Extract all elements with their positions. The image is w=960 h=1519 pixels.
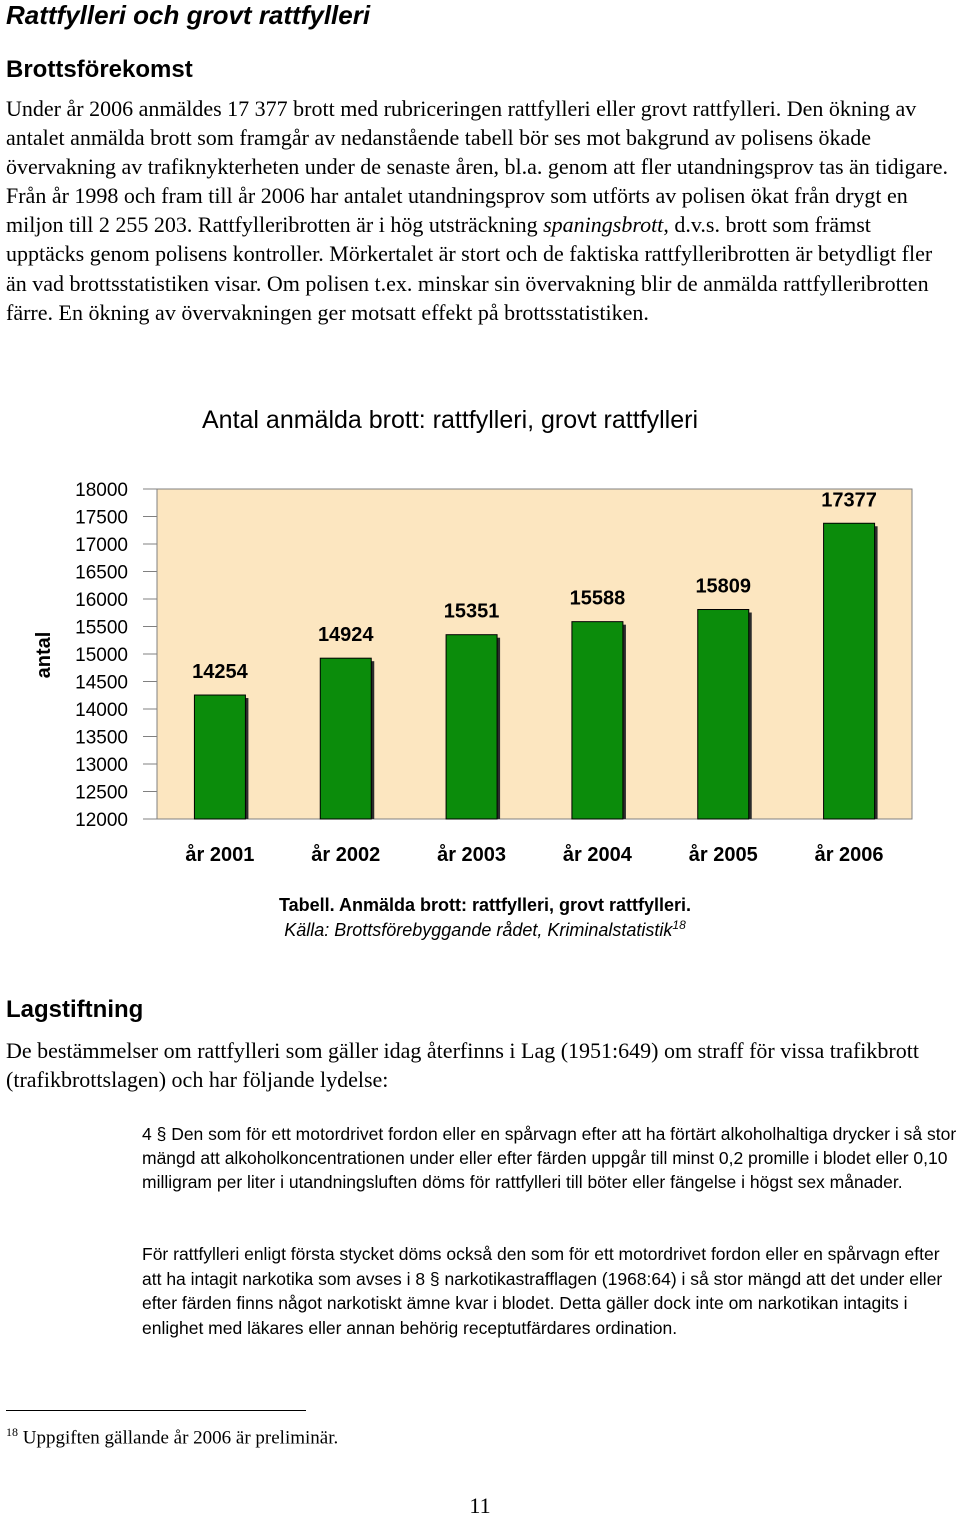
bar-chart [0, 460, 960, 880]
y-axis-label: antal [33, 631, 55, 679]
y-tick-label: 15500 [75, 617, 128, 639]
x-tick-label: år 2004 [562, 844, 632, 866]
bar-value-label: 15351 [443, 600, 500, 623]
x-tick-label: år 2006 [814, 844, 884, 866]
chart-caption: Tabell. Anmälda brott: rattfylleri, grovt rattfylleri. [278, 895, 692, 915]
bar-value-label: 14924 [317, 624, 374, 647]
y-tick-label: 14000 [75, 700, 128, 721]
page-number: 11 [469, 1493, 491, 1518]
y-tick-label: 16500 [75, 562, 128, 584]
y-tick-label: 15000 [75, 645, 128, 666]
section-heading-brottsforekomst: Brottsförekomst [6, 56, 193, 83]
bar [194, 695, 245, 819]
x-tick-label: år 2001 [185, 844, 255, 866]
law-quote-paragraph-2: För rattfylleri enligt första stycket döms också den som för ett motordrivet fordon eller en spårvagn efter att ha intagit narkotika som avses i 8 § narkotikastrafflagen (1968:64) i så stor mängd att det under eller efter färden finns något narkotiskt ämne kvar i blodet. Detta gäller dock inte om narkotikan intagits i enlighet med läkares eller annan behörig receptutfärdares ordination. [142, 1244, 943, 1338]
y-tick-label: 17000 [75, 535, 128, 556]
y-tick-label: 16000 [75, 590, 128, 611]
bar-value-label: 14254 [192, 661, 248, 684]
bar [824, 523, 875, 819]
y-tick-label: 14500 [75, 672, 128, 694]
bar [320, 658, 371, 819]
y-tick-label: 12500 [75, 782, 128, 804]
bar [446, 635, 497, 819]
y-tick-label: 17500 [75, 507, 128, 529]
law-quote-paragraph-1: 4 § Den som för ett motordrivet fordon eller en spårvagn efter att ha förtärt alkoholhaltiga drycker i så stor mängd att alkoholkoncentrationen under eller efter färden uppgår till minst 0,2 promille i blodet eller 0,10 milligram per liter i utandningsluften döms för rattfylleri till böter eller fängelse i högst sex månader. [142, 1124, 957, 1192]
footnote-reference: 18 [672, 918, 686, 932]
chart-title: Antal anmälda brott: rattfylleri, grovt rattfylleri [201, 406, 699, 434]
x-tick-label: år 2005 [688, 844, 758, 866]
x-tick-label: år 2003 [437, 844, 507, 866]
footnote-divider [6, 1410, 306, 1411]
y-tick-label: 13500 [75, 727, 128, 749]
x-tick-label: år 2002 [311, 844, 381, 866]
paragraph-text: Under år 2006 anmäldes 17 377 brott med rubriceringen rattfylleri eller grovt rattfylleri. Den ökning av antalet anmälda brott som framgår av nedanstående tabell bör ses mot bakgrund av polisens ökade övervakning av trafiknykterheten under de senaste åren, bl.a. genom att fler utandningsprov tas än tidigare. Från år 1998 och fram till år 2006 har antalet utandningsprov som utförts av polisen ökat från drygt en miljon till 2 255 203. Rattfylleribrotten är i hög utsträckning [6, 96, 949, 238]
bar [572, 622, 623, 819]
chart-source [0, 918, 960, 941]
body-paragraph-lagstiftning: De bestämmelser om rattfylleri som gäller idag återfinns i Lag (1951:649) om straff för vissa trafikbrott (trafikbrottslagen) och har följande lydelse: [6, 1038, 919, 1093]
y-tick-label: 18000 [75, 480, 128, 501]
footnote-text: Uppgiften gällande år 2006 är preliminär. [22, 1427, 339, 1449]
bar-value-label: 15809 [695, 575, 752, 598]
plot-area [157, 489, 912, 819]
bar-value-label: 17377 [821, 489, 877, 512]
y-tick-label: 12000 [75, 810, 128, 831]
footnote [6, 1425, 338, 1449]
paragraph-emphasis: spaningsbrott [543, 212, 664, 238]
page-title: Rattfylleri och grovt rattfylleri [6, 0, 371, 30]
footnote-number: 18 [6, 1425, 18, 1439]
bar [698, 610, 749, 819]
chart-source-text: Källa: Brottsförebyggande rådet, Kriminalstatistik [284, 920, 673, 940]
y-tick-label: 13000 [75, 755, 128, 776]
bar-value-label: 15588 [569, 587, 626, 610]
section-heading-lagstiftning: Lagstiftning [6, 996, 144, 1023]
body-paragraph-brottsforekomst [6, 94, 951, 327]
paragraph-text: , d.v.s. brott som främst upptäcks genom polisens kontroller. Mörkertalet är stort och de faktiska rattfylleribrotten är betydligt fler än vad brottsstatistiken visar. Om polisen t.ex. minskar sin övervakning blir de anmälda rattfylleribrotten färre. En ökning av övervakningen ger motsatt effekt på brottsstatistiken. [6, 212, 933, 325]
